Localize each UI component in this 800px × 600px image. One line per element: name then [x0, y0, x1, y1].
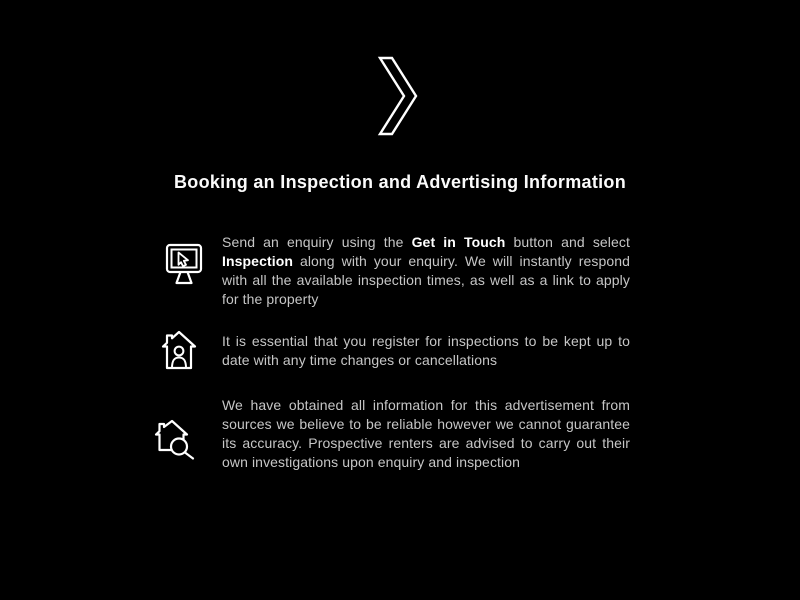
- page-title: Booking an Inspection and Advertising Information: [173, 172, 627, 192]
- text-part-emphasis: Get in Touch: [411, 234, 506, 250]
- text-part: along with your enquiry. We will instantly respond with all the available inspection times, as well as a link to apply for the property: [222, 253, 630, 307]
- house-search-icon: [151, 415, 199, 463]
- house-person-icon: [158, 329, 198, 371]
- text-part: button and select: [505, 234, 630, 250]
- monitor-cursor-icon: [165, 243, 203, 291]
- chevron-right-icon: [377, 56, 425, 136]
- text-part: It is essential that you register for inspections to be kept up to date with any time changes or cancellations: [222, 333, 630, 368]
- info-text-enquiry: [222, 233, 630, 309]
- info-text-disclaimer: [222, 396, 630, 472]
- text-part: Send an enquiry using the: [222, 234, 412, 250]
- info-text-register: [222, 332, 630, 370]
- text-part: We have obtained all information for this advertisement from sources we believe to be reliable however we cannot guarantee its accuracy. Prospective renters are advised to carry out their own investigations upon enquiry and inspection: [222, 397, 630, 470]
- text-part-emphasis: Inspection: [222, 253, 294, 269]
